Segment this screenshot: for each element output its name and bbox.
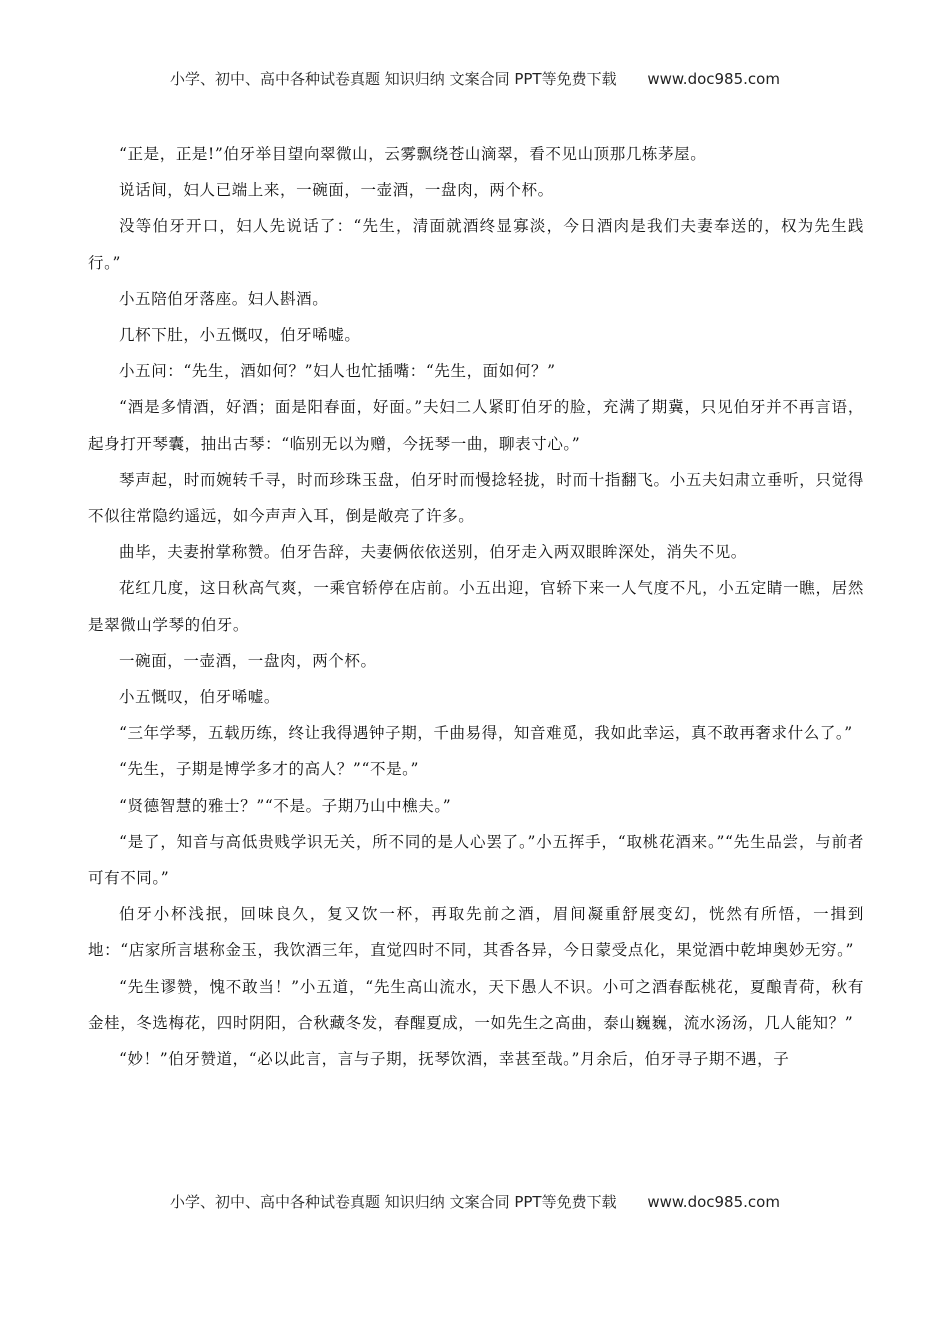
paragraph: “贤德智慧的雅士？”“不是。子期乃山中樵夫。” [119, 796, 452, 815]
paragraph: “妙！”伯牙赞道，“必以此言，言与子期，抚琴饮酒，幸甚至哉。”月余后，伯牙寻子期不遇，子 [119, 1050, 790, 1069]
header-url-link[interactable]: www.doc985.com [647, 70, 780, 88]
paragraph: “三年学琴，五载历练，终让我得遇钟子期，千曲易得，知音难觅，我如此幸运，真不敢再奢求什么了。” [119, 724, 853, 743]
paragraph: “是了，知音与高低贵贱学识无关，所不同的是人心罢了。”小五挥手，“取桃花酒来。”“先生品尝，与前者可有不同。” [88, 832, 864, 888]
paragraph: 说话间，妇人已端上来，一碗面，一壶酒，一盘肉，两个杯。 [119, 181, 554, 200]
article-body [88, 136, 864, 1077]
paragraph: 花红几度，这日秋高气爽，一乘官轿停在店前。小五出迎，官轿下来一人气度不凡，小五定睛一瞧，居然是翠微山学琴的伯牙。 [88, 579, 864, 634]
header-text: 小学、初中、高中各种试卷真题 知识归纳 文案合同 PPT等免费下载 [170, 70, 617, 88]
paragraph: 曲毕，夫妻拊掌称赞。伯牙告辞，夫妻俩依依送别，伯牙走入两双眼眸深处，消失不见。 [119, 543, 747, 562]
paragraph: 没等伯牙开口，妇人先说话了：“先生，清面就酒终显寡淡，今日酒肉是我们夫妻奉送的，权为先生践行。” [88, 217, 864, 272]
paragraph: 小五陪伯牙落座。妇人斟酒。 [119, 289, 329, 308]
paragraph: 小五问：“先生，酒如何？”妇人也忙插嘴：“先生，面如何？” [119, 362, 556, 381]
paragraph: 几杯下肚，小五慨叹，伯牙唏嘘。 [119, 326, 361, 345]
footer-text: 小学、初中、高中各种试卷真题 知识归纳 文案合同 PPT等免费下载 [170, 1193, 617, 1211]
page-footer [0, 1191, 950, 1212]
footer-url-link[interactable]: www.doc985.com [647, 1193, 780, 1211]
paragraph: “酒是多情酒，好酒；面是阳春面，好面。”夫妇二人紧盯伯牙的脸，充满了期冀，只见伯牙并不再言语，起身打开琴囊，抽出古琴：“临别无以为赠，今抚琴一曲，聊表寸心。” [88, 398, 864, 453]
page-header [0, 68, 950, 89]
paragraph: 小五慨叹，伯牙唏嘘。 [119, 688, 281, 707]
paragraph: 琴声起，时而婉转千寻，时而珍珠玉盘，伯牙时而慢捻轻拢，时而十指翻飞。小五夫妇肃立垂听，只觉得不似往常隐约遥远，如今声声入耳，倒是敞亮了许多。 [88, 470, 864, 526]
paragraph: 一碗面，一壶酒，一盘肉，两个杯。 [119, 651, 377, 670]
paragraph: “正是，正是!”伯牙举目望向翠微山，云雾飘绕苍山滴翠，看不见山顶那几栋茅屋。 [119, 145, 707, 163]
paragraph: 伯牙小杯浅抿，回味良久，复又饮一杯，再取先前之酒，眉间凝重舒展变幻，恍然有所悟，一揖到地：“店家所言堪称金玉，我饮酒三年，直觉四时不同，其香各异，今日蒙受点化，果觉酒中乾坤奥妙无穷。” [88, 905, 864, 960]
paragraph: “先生，子期是博学多才的高人？”“不是。” [119, 760, 420, 779]
paragraph: “先生谬赞，愧不敢当！”小五道，“先生高山流水，天下愚人不识。小可之酒春酝桃花，夏酿青荷，秋有金桂，冬选梅花，四时阴阳，合秋藏冬发，春醒夏成，一如先生之高曲，泰山巍巍，流水汤汤，几人能知？” [88, 977, 864, 1032]
